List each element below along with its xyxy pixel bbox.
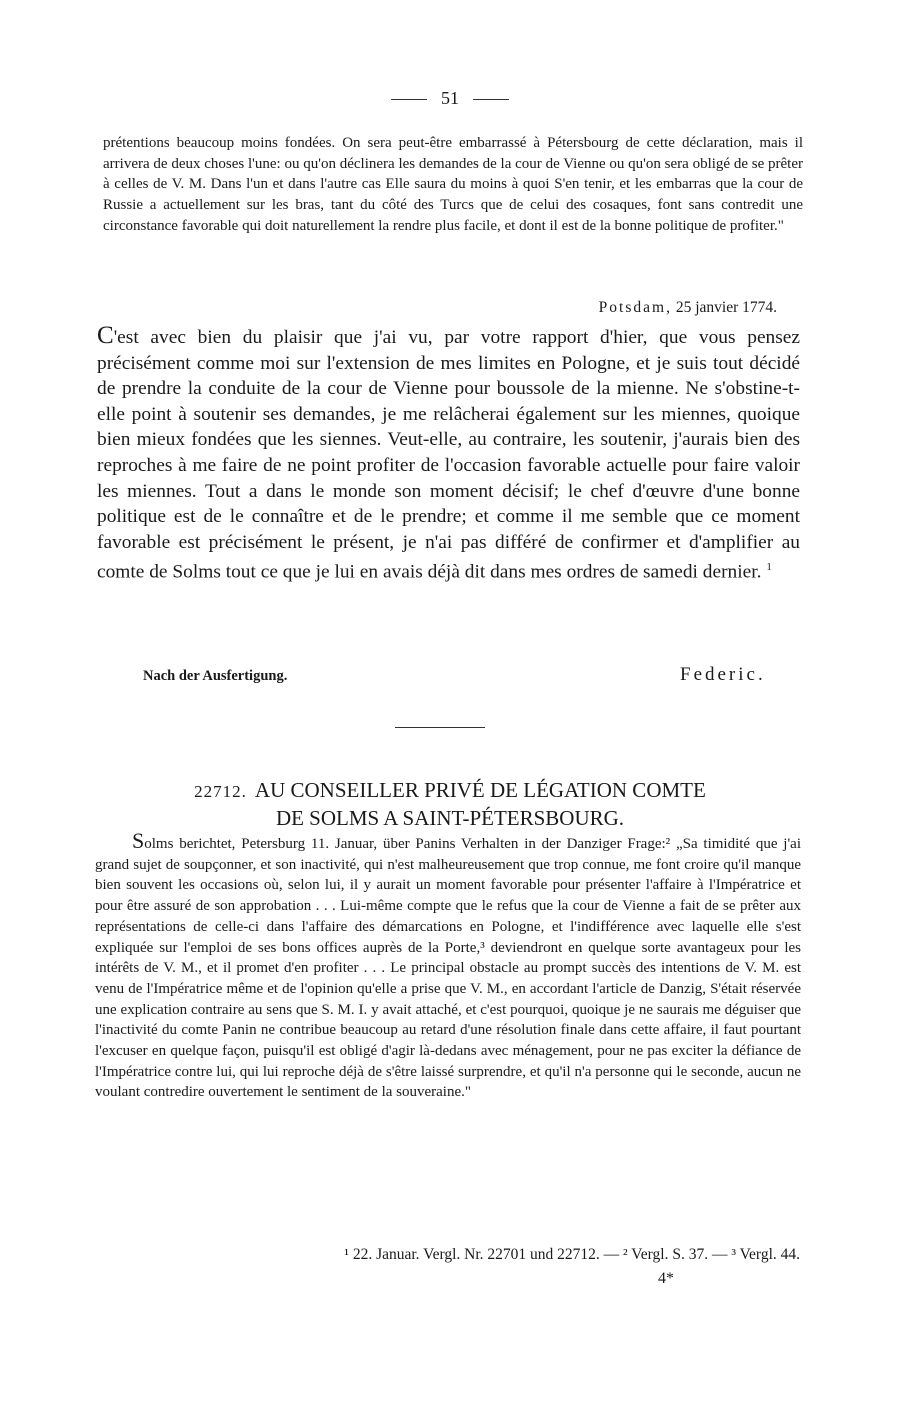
report-paragraph	[95, 828, 801, 1103]
letter-heading	[120, 777, 780, 831]
letter-body	[97, 323, 800, 585]
dateline-date: 25 janvier 1774.	[675, 299, 777, 316]
letter-dateline	[599, 299, 777, 317]
letter-number: 22712.	[194, 782, 247, 801]
report-initial: S	[132, 828, 145, 853]
page-number: 51	[441, 88, 459, 108]
letter-initial: C	[97, 322, 114, 349]
signature-mark: 4*	[658, 1270, 674, 1287]
header-rule-left	[391, 99, 427, 100]
heading-title-line2: DE SOLMS A SAINT-PÉTERSBOURG.	[275, 806, 625, 830]
report-summary	[95, 828, 801, 1103]
section-divider	[395, 727, 485, 728]
source-note: Nach der Ausfertigung.	[143, 668, 288, 684]
dateline-place: Potsdam,	[598, 299, 672, 316]
letter-text: 'est avec bien du plaisir que j'ai vu, par votre rapport d'hier, que vous pensez précisément comme moi sur l'extension de mes limites en Pologne, et je suis tout décidé de prendre la conduite de la cour de Vienne pour boussole de la mienne. Ne s'obstine-t-elle point à soutenir ses demandes, je me relâcherai également sur les miennes, quoique bien mieux fondées que les siennes. Veut-elle, au contraire, les soutenir, j'aurais bien des reproches à me faire de ne point profiter de l'occasion favorable actuelle pour faire valoir les miennes. Tout a dans le monde son moment décisif; le chef d'œuvre d'une bonne politique est de le connaître et de le prendre; et comme il me semble que ce moment favorable est précisément le présent, je n'ai pas différé de confirmer et d'amplifier au comte de Solms tout ce que je lui en avais déjà dit dans mes ordres de samedi dernier.	[97, 327, 800, 583]
heading-line-1	[120, 777, 780, 805]
report-text: olms berichtet, Petersburg 11. Januar, über Panins Verhalten in der Danziger Frage:² „Sa timidité que j'ai grand sujet de soupçonner, et son inactivité, qui n'est malheureusement que trop connue, me font croire qu'il manque bien souvent les occasions où, selon lui, il y aurait un moment favorable pour présenter l'affaire à l'Impératrice et pour être assuré de son approbation . . . Lui-même compte que le refus que la cour de Vienne a fait de se prêter aux représentations de celle-ci dans l'affaire des démarcations en Pologne, et l'indifférence avec laquelle elle s'est expliquée sur l'emploi de ses bons offices auprès de la Porte,³ deviendront en quelque sorte avantageux pour les intérêts de V. M., et il promet d'en profiter . . . Le principal obstacle au prompt succès des intentions de V. M. est venu de l'Impératrice même et de l'opinion qu'elle a prise que V. M., en accordant l'article de Danzig, S'était réservée une explication contraire au sens que S. M. I. y avait attaché, et c'est pourquoi, quoique je ne saurais me déguiser que l'inactivité du comte Panin ne contribue beaucoup au retard d'une résolution finale dans cette affaire, il faut pourtant l'excuser en quelque façon, puisqu'il est obligé d'agir là-dedans avec ménagement, pour ne pas exciter la défiance de l'Impératrice contre lui, qui lui reproche déjà de s'être laissé surprendre, et qu'il n'a personne qui le seconde, aucun ne voulant contredire ouvertement le sentiment de la souveraine."	[95, 836, 801, 1101]
footnote-ref: 1	[766, 561, 772, 574]
footnotes: ¹ 22. Januar. Vergl. Nr. 22701 und 22712. — ² Vergl. S. 37. — ³ Vergl. 44.	[344, 1246, 800, 1263]
signature: Federic.	[680, 664, 766, 685]
page-header	[0, 88, 900, 109]
heading-title-line1: AU CONSEILLER PRIVÉ DE LÉGATION COMTE	[254, 778, 706, 802]
header-rule-right	[473, 99, 509, 100]
quoted-report-continuation: prétentions beaucoup moins fondées. On sera peut-être embarrassé à Pétersbourg de cette déclaration, mais il arrivera de deux choses l'une: ou qu'on déclinera les demandes de la cour de Vienne ou qu'on sera obligé de se prêter à celles de V. M. Dans l'un et dans l'autre cas Elle saura du moins à quoi S'en tenir, et les embarras que la cour de Russie a actuellement sur les bras, tant du côté des Turcs que de celui des cosaques, font sans contredit une circonstance favorable qui doit naturellement la rendre plus facile, et dont il est de la bonne politique de profiter."	[103, 135, 803, 234]
